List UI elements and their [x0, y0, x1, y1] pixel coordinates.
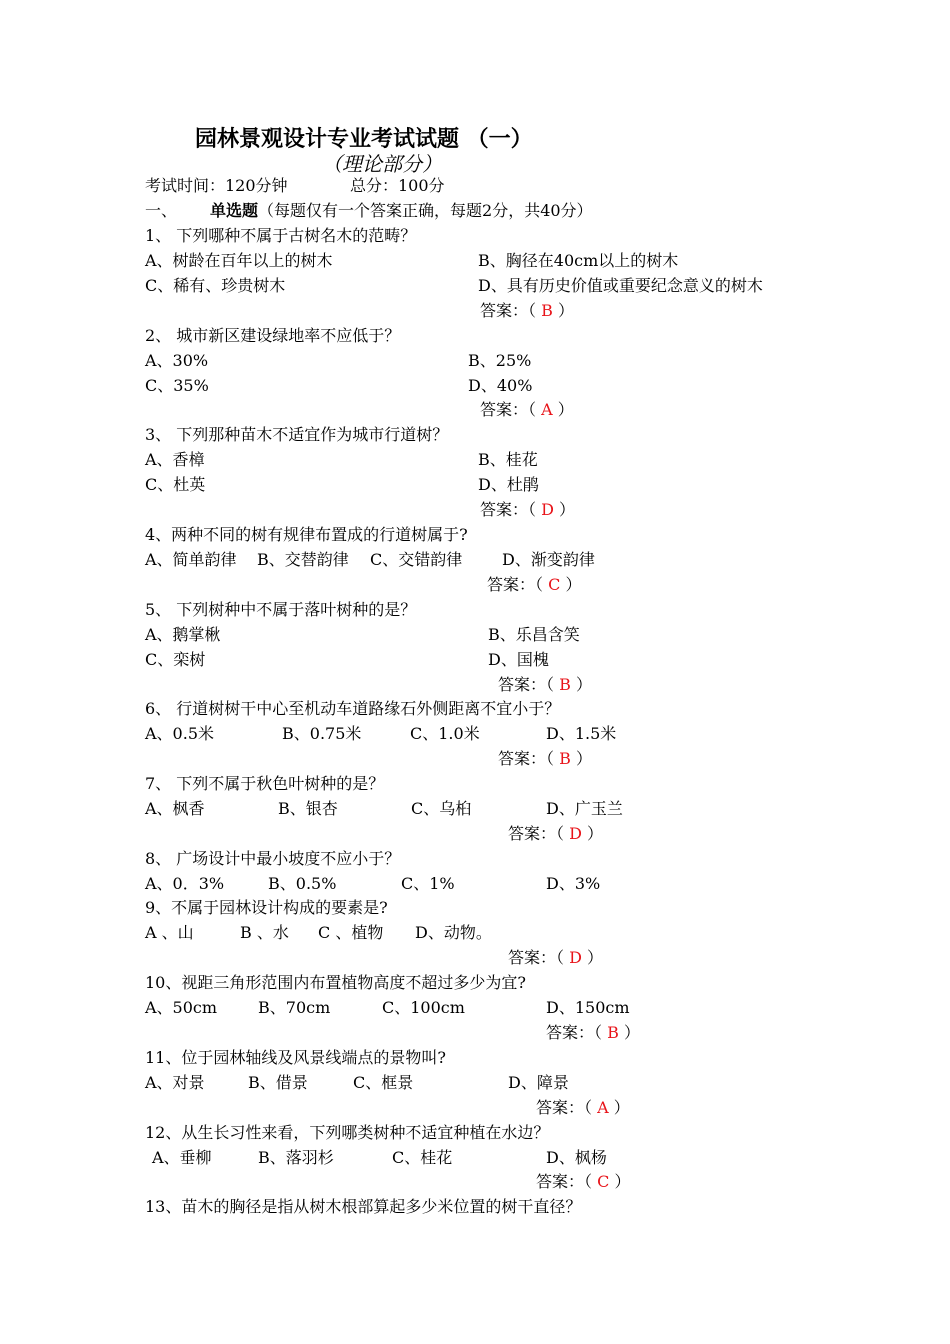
option-a: A、鹅掌楸 — [145, 625, 221, 644]
option-d: D、3% — [546, 874, 601, 893]
option-b: B 、水 — [240, 923, 289, 942]
answer-value: D — [541, 500, 554, 519]
option-d: D、动物。 — [415, 923, 492, 942]
question-text: 4、两种不同的树有规律布置成的行道树属于? — [145, 525, 468, 544]
question-text: 6、 行道树树干中心至机动车道路缘石外侧距离不宜小于？ — [145, 699, 561, 718]
answer-value: B — [607, 1023, 619, 1042]
option-b: B、0.5% — [268, 874, 337, 893]
option-b: B、落羽杉 — [258, 1148, 334, 1167]
answer-label: 答案： — [480, 500, 529, 519]
option-c: C、交错韵律 — [370, 550, 463, 569]
answer-line: 答案：（ B ） — [546, 1023, 640, 1042]
option-d: D、1.5米 — [546, 724, 617, 743]
option-d: D、150cm — [546, 998, 630, 1017]
option-a: A、50cm — [145, 998, 218, 1017]
question-text: 5、 下列树种中不属于落叶树种的是？ — [145, 600, 417, 619]
option-b: B、桂花 — [478, 450, 538, 469]
option-b: B、胸径在40cm以上的树木 — [478, 251, 679, 270]
option-c: C、1.0米 — [410, 724, 480, 743]
answer-value: D — [569, 824, 582, 843]
page-subtitle: （理论部分） — [322, 152, 442, 176]
option-b: B、乐昌含笑 — [488, 625, 580, 644]
answer-label: 答案： — [480, 400, 529, 419]
answer-line: 答案：（ A ） — [480, 400, 574, 419]
answer-label: 答案： — [536, 1172, 585, 1191]
answer-value: C — [548, 575, 561, 594]
option-a: A、0.5米 — [145, 724, 215, 743]
option-a: A、对景 — [145, 1073, 205, 1092]
option-d: D、渐变韵律 — [502, 550, 595, 569]
question-text: 9、不属于园林设计构成的要素是? — [145, 898, 388, 917]
option-c: C 、植物 — [318, 923, 384, 942]
option-b: B、70cm — [258, 998, 331, 1017]
exam-time: 考试时间：120分钟 — [145, 176, 288, 195]
answer-line: 答案：（ B ） — [498, 749, 592, 768]
option-a: A、0．3% — [145, 874, 225, 893]
option-d: D、广玉兰 — [546, 799, 623, 818]
answer-line: 答案：（ D ） — [480, 500, 576, 519]
question-text: 13、苗木的胸径是指从树木根部算起多少米位置的树干直径？ — [145, 1197, 582, 1216]
option-b: B、交替韵律 — [257, 550, 349, 569]
answer-label: 答案： — [498, 749, 547, 768]
answer-label: 答案： — [508, 824, 557, 843]
answer-line: 答案：（ D ） — [508, 824, 604, 843]
option-d: D、具有历史价值或重要纪念意义的树木 — [478, 276, 763, 295]
answer-value: D — [569, 948, 582, 967]
answer-label: 答案： — [546, 1023, 595, 1042]
option-a: A、30% — [145, 351, 209, 370]
option-d: D、40% — [468, 376, 533, 395]
question-text: 3、 下列那种苗木不适宜作为城市行道树？ — [145, 425, 449, 444]
option-a: A、垂柳 — [152, 1148, 212, 1167]
option-c: C、桂花 — [392, 1148, 453, 1167]
answer-value: B — [559, 675, 571, 694]
question-text: 7、 下列不属于秋色叶树种的是？ — [145, 774, 385, 793]
option-c: C、35% — [145, 376, 209, 395]
option-b: B、0.75米 — [282, 724, 362, 743]
answer-label: 答案： — [480, 301, 529, 320]
option-c: C、杜英 — [145, 475, 206, 494]
option-b: B、银杏 — [278, 799, 338, 818]
exam-total-score: 总分：100分 — [350, 176, 445, 195]
option-a: A、枫香 — [145, 799, 205, 818]
question-text: 11、位于园林轴线及风景线端点的景物叫? — [145, 1048, 446, 1067]
answer-value: B — [559, 749, 571, 768]
option-a: A 、山 — [145, 923, 194, 942]
answer-label: 答案： — [536, 1098, 585, 1117]
option-c: C、1% — [401, 874, 455, 893]
option-a: A、树龄在百年以上的树木 — [145, 251, 333, 270]
section-number: 一、 — [145, 201, 178, 220]
question-text: 8、 广场设计中最小坡度不应小于？ — [145, 849, 401, 868]
option-a: A、香樟 — [145, 450, 205, 469]
option-c: C、框景 — [353, 1073, 414, 1092]
option-c: C、稀有、珍贵树木 — [145, 276, 286, 295]
section-heading — [210, 200, 593, 222]
option-a: A、简单韵律 — [145, 550, 237, 569]
option-c: C、栾树 — [145, 650, 206, 669]
option-c: C、100cm — [382, 998, 465, 1017]
answer-value: A — [597, 1098, 609, 1117]
option-b: B、25% — [468, 351, 532, 370]
section-name: 单选题 — [210, 201, 259, 220]
answer-line: 答案：（ D ） — [508, 948, 604, 967]
page-title: 园林景观设计专业考试试题 （一） — [195, 126, 533, 152]
answer-value: A — [541, 400, 553, 419]
section-desc: （每题仅有一个答案正确，每题2分，共40分） — [258, 201, 593, 220]
option-d: D、枫杨 — [546, 1148, 607, 1167]
answer-line: 答案：（ C ） — [487, 575, 582, 594]
option-c: C、乌桕 — [411, 799, 472, 818]
question-text: 2、 城市新区建设绿地率不应低于？ — [145, 326, 401, 345]
answer-label: 答案： — [487, 575, 536, 594]
answer-label: 答案： — [498, 675, 547, 694]
answer-value: C — [597, 1172, 610, 1191]
answer-label: 答案： — [508, 948, 557, 967]
option-d: D、国槐 — [488, 650, 549, 669]
question-text: 1、 下列哪种不属于古树名木的范畴？ — [145, 226, 417, 245]
option-d: D、杜鹃 — [478, 475, 539, 494]
answer-line: 答案：（ B ） — [498, 675, 592, 694]
answer-line: 答案：（ C ） — [536, 1172, 631, 1191]
question-text: 12、从生长习性来看，下列哪类树种不适宜种植在水边？ — [145, 1123, 550, 1142]
option-b: B、借景 — [248, 1073, 308, 1092]
answer-line: 答案：（ A ） — [536, 1098, 630, 1117]
answer-value: B — [541, 301, 553, 320]
answer-line: 答案：（ B ） — [480, 301, 574, 320]
option-d: D、障景 — [508, 1073, 569, 1092]
question-text: 10、视距三角形范围内布置植物高度不超过多少为宜? — [145, 973, 526, 992]
